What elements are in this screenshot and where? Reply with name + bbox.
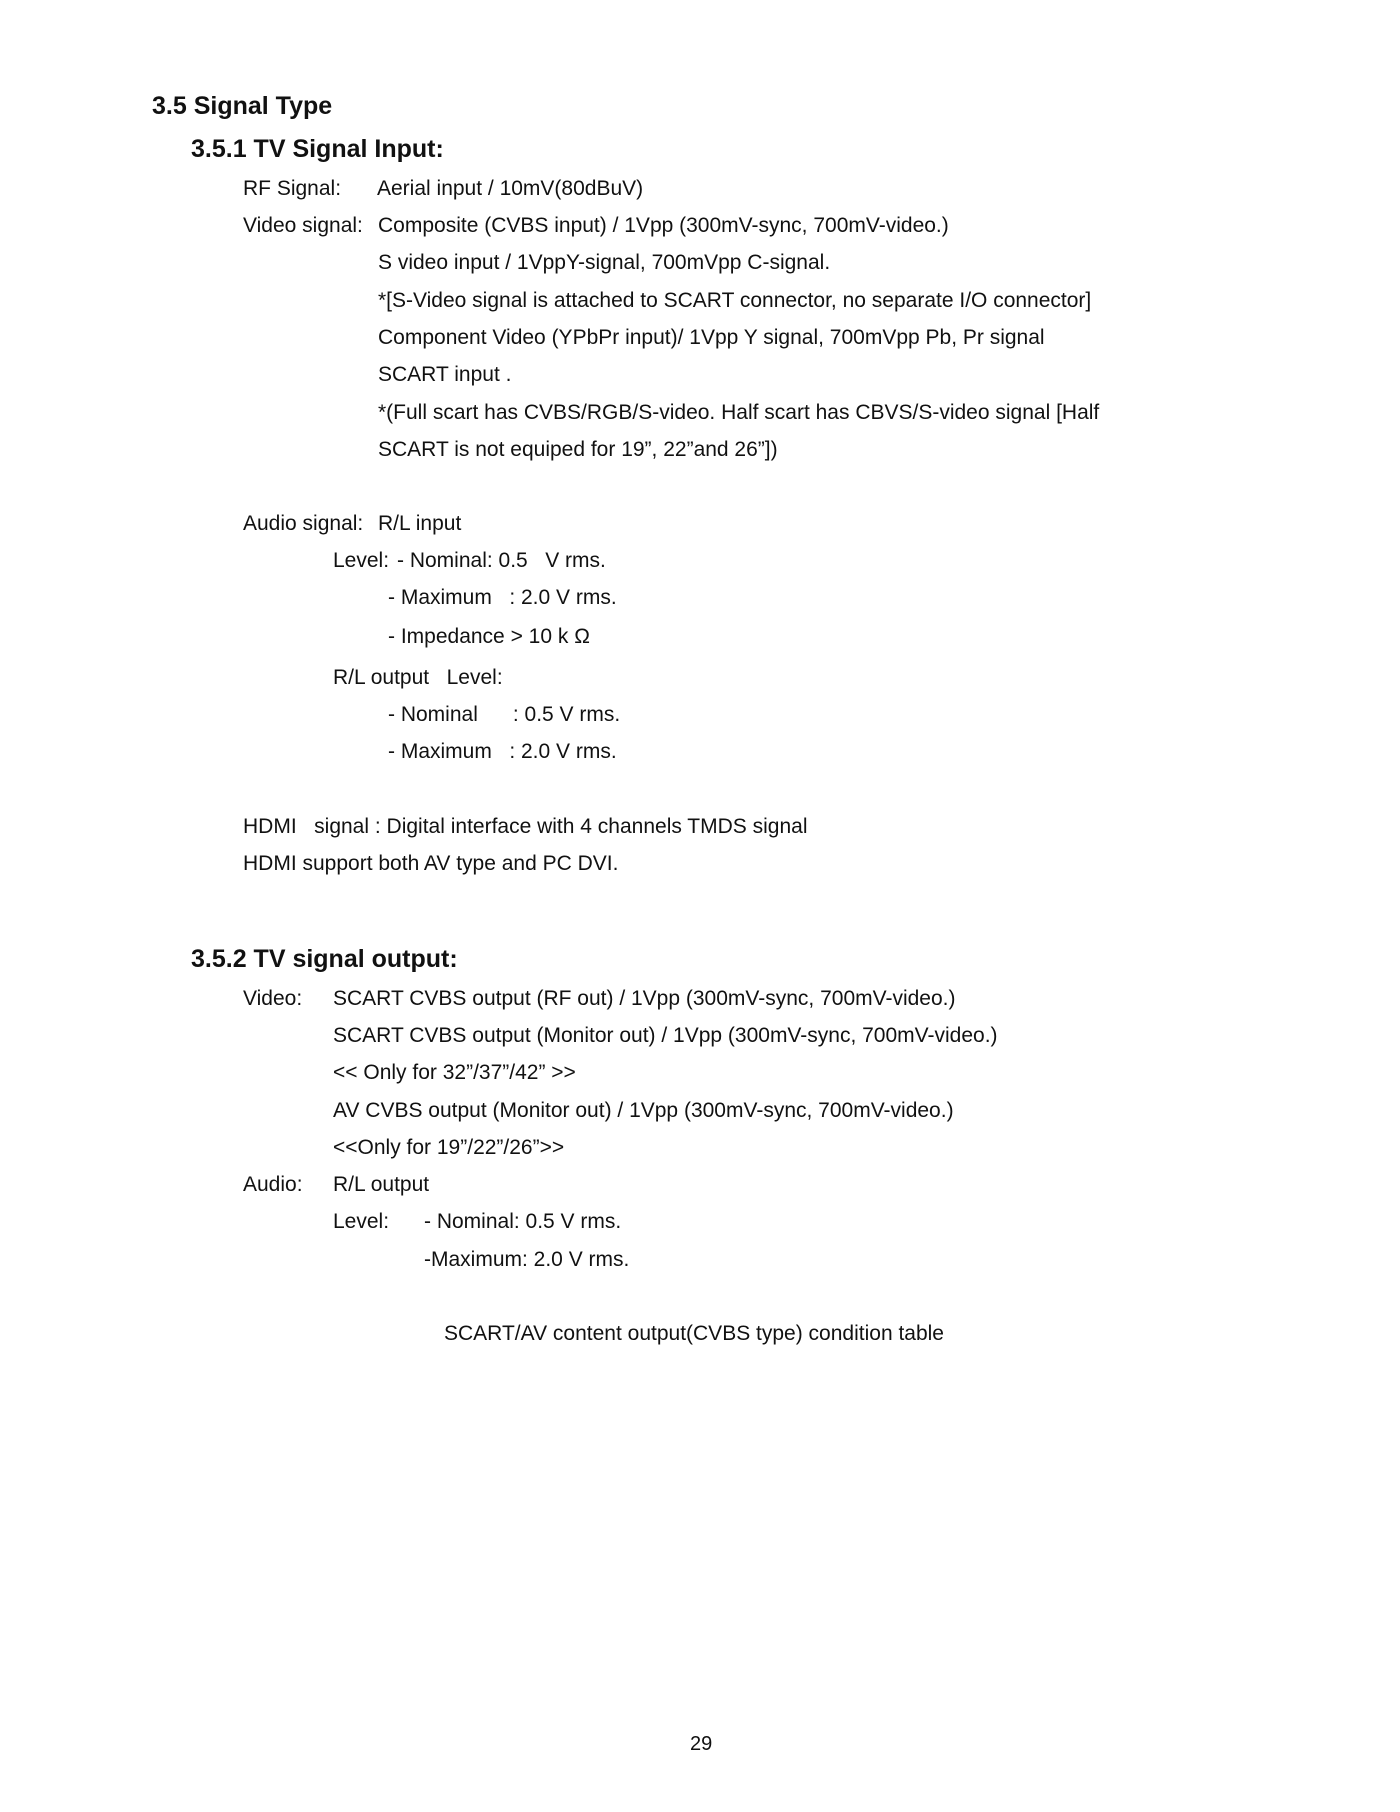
rf-signal-label: RF Signal: bbox=[243, 177, 342, 200]
output-level-nominal: - Nominal: 0.5 V rms. bbox=[424, 1210, 622, 1233]
input-heading: 3.5.1 TV Signal Input: bbox=[191, 135, 444, 163]
video-signal-line: Component Video (YPbPr input)/ 1Vpp Y signal, 700mVpp Pb, Pr signal bbox=[378, 326, 1045, 349]
output-video-line: << Only for 32”/37”/42” >> bbox=[333, 1061, 576, 1084]
table-caption: SCART/AV content output(CVBS type) condition table bbox=[444, 1322, 944, 1345]
audio-level-label: Level: bbox=[333, 549, 390, 572]
video-signal-line: Composite (CVBS input) / 1Vpp (300mV-sync, 700mV-video.) bbox=[378, 214, 949, 237]
video-signal-line: *[S-Video signal is attached to SCART connector, no separate I/O connector] bbox=[378, 289, 1092, 312]
audio-level-nominal: - Nominal: 0.5 V rms. bbox=[397, 549, 606, 572]
page-number: 29 bbox=[690, 1733, 713, 1755]
output-audio-label: Audio: bbox=[243, 1173, 303, 1196]
output-video-line: AV CVBS output (Monitor out) / 1Vpp (300mV-sync, 700mV-video.) bbox=[333, 1099, 954, 1122]
rl-output-maximum: - Maximum : 2.0 V rms. bbox=[388, 740, 617, 763]
output-video-line: SCART CVBS output (RF out) / 1Vpp (300mV-sync, 700mV-video.) bbox=[333, 987, 956, 1010]
audio-signal-value: R/L input bbox=[378, 512, 462, 535]
output-audio-value: R/L output bbox=[333, 1173, 430, 1196]
video-signal-line: S video input / 1VppY-signal, 700mVpp C-signal. bbox=[378, 251, 831, 274]
output-level-maximum: -Maximum: 2.0 V rms. bbox=[424, 1248, 630, 1271]
rl-output-nominal: - Nominal : 0.5 V rms. bbox=[388, 703, 621, 726]
output-video-line: SCART CVBS output (Monitor out) / 1Vpp (300mV-sync, 700mV-video.) bbox=[333, 1024, 998, 1047]
output-video-label: Video: bbox=[243, 987, 303, 1010]
audio-level-impedance: - Impedance > 10 k Ω bbox=[388, 625, 590, 648]
hdmi-support-line: HDMI support both AV type and PC DVI. bbox=[243, 852, 619, 875]
output-heading: 3.5.2 TV signal output: bbox=[191, 945, 458, 973]
video-signal-line: *(Full scart has CVBS/RGB/S-video. Half scart has CBVS/S-video signal [Half bbox=[378, 401, 1100, 424]
rl-output-label: R/L output Level: bbox=[333, 666, 503, 689]
output-level-label: Level: bbox=[333, 1210, 390, 1233]
output-video-line: <<Only for 19”/22”/26”>> bbox=[333, 1136, 565, 1159]
hdmi-signal-line: HDMI signal : Digital interface with 4 channels TMDS signal bbox=[243, 815, 808, 838]
audio-level-maximum: - Maximum : 2.0 V rms. bbox=[388, 586, 617, 609]
video-signal-label: Video signal: bbox=[243, 214, 363, 237]
rf-signal-value: Aerial input / 10mV(80dBuV) bbox=[377, 177, 644, 200]
video-signal-line: SCART input . bbox=[378, 363, 512, 386]
section-title: 3.5 Signal Type bbox=[152, 92, 333, 120]
video-signal-line: SCART is not equiped for 19”, 22”and 26”]) bbox=[378, 438, 778, 461]
audio-signal-label: Audio signal: bbox=[243, 512, 364, 535]
